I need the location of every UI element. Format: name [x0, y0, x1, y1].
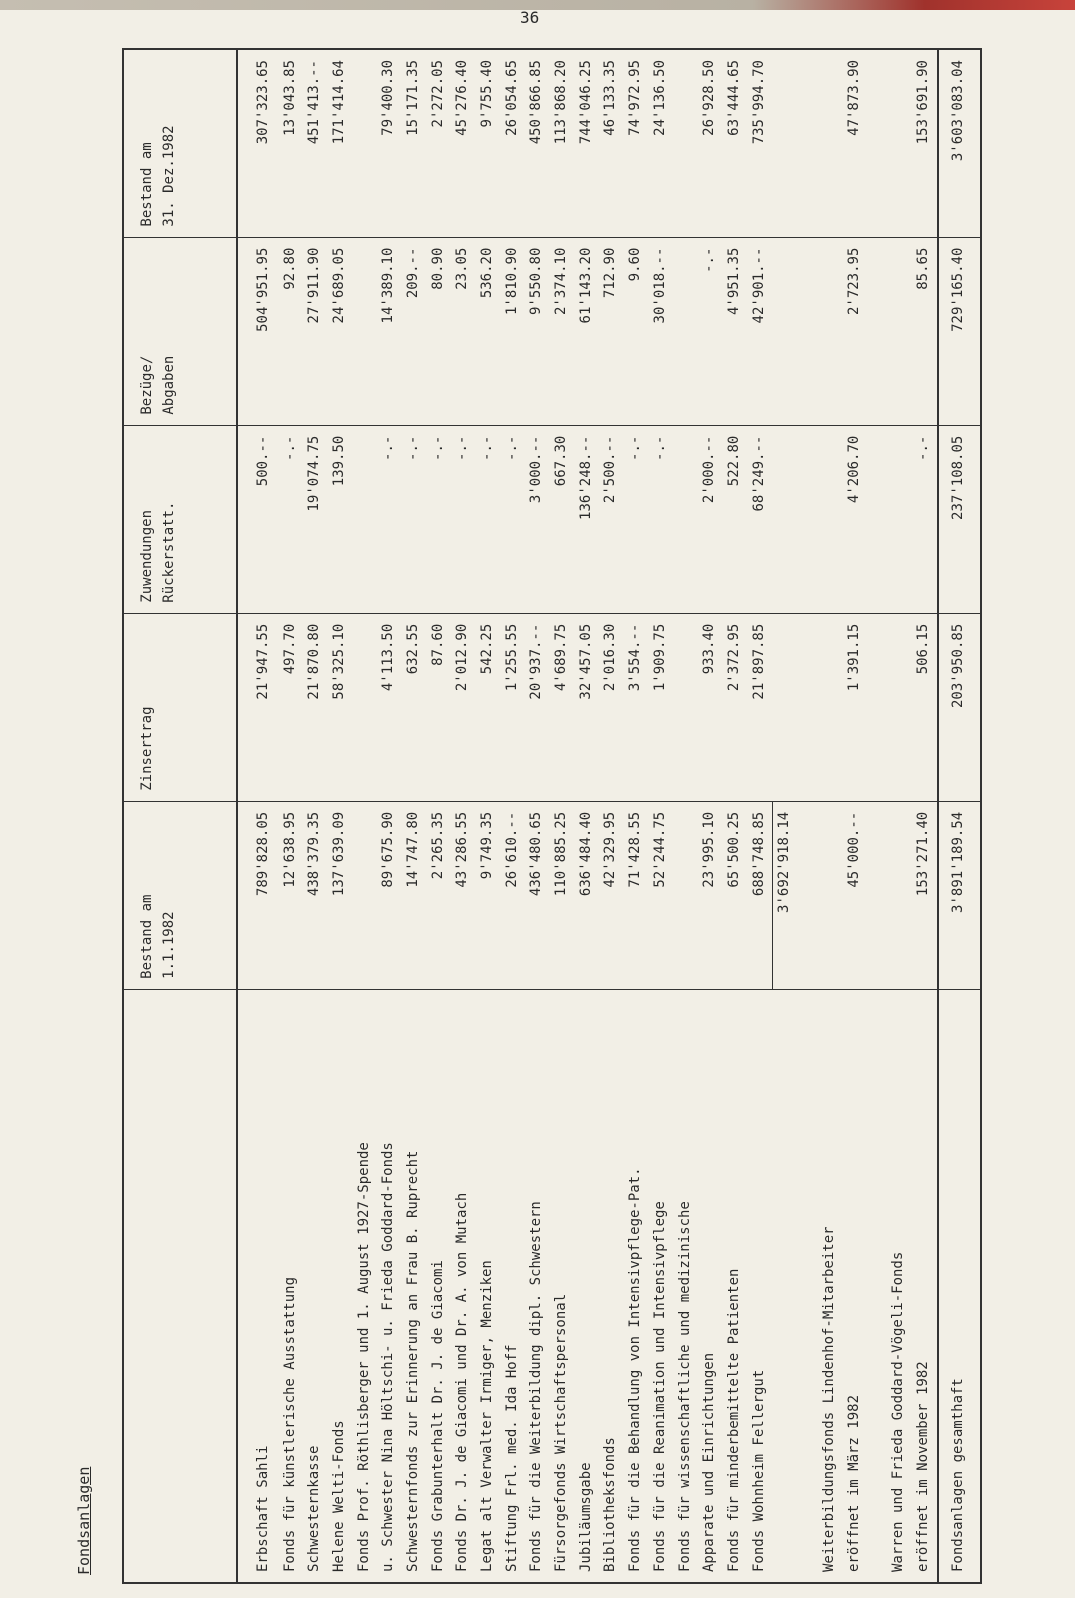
fund-name: Fonds Grabunterhalt Dr. J. de Giacomi	[427, 989, 452, 1583]
table-row	[427, 49, 452, 1583]
spacer-cell	[867, 801, 887, 989]
cell-bezuege	[353, 237, 378, 425]
cell-bestand-end: 46'133.35	[599, 49, 624, 237]
fund-name: eröffnet im März 1982	[843, 989, 868, 1583]
cell-bezuege: 4'951.35	[723, 237, 748, 425]
cell-zuwendungen: 19'074.75	[303, 425, 328, 613]
cell-bestand-end: 15'171.35	[402, 49, 427, 237]
table-row	[599, 49, 624, 1583]
cell-zinsertrag: 32'457.05	[575, 613, 600, 801]
cell-zuwendungen: 500.--	[237, 425, 279, 613]
cell-bestand-end: 79'400.30	[377, 49, 402, 237]
cell-bestand-end: 63'444.65	[723, 49, 748, 237]
cell-zuwendungen	[818, 425, 843, 613]
subtotal-empty	[773, 613, 798, 801]
cell-bestand-start: 110'885.25	[550, 801, 575, 989]
cell-bestand-start: 26'610.--	[501, 801, 526, 989]
spacer-cell	[867, 49, 887, 237]
cell-bestand-end: 450'866.85	[525, 49, 550, 237]
spacer-cell	[867, 237, 887, 425]
cell-zuwendungen	[674, 425, 699, 613]
cell-zinsertrag: 1'255.55	[501, 613, 526, 801]
cell-zuwendungen: 2'500.--	[599, 425, 624, 613]
cell-zinsertrag: 632.55	[402, 613, 427, 801]
table-row	[328, 49, 353, 1583]
cell-bestand-start: 688'748.85	[748, 801, 773, 989]
cell-bestand-end	[674, 49, 699, 237]
cell-zinsertrag	[353, 613, 378, 801]
cell-bestand-end	[887, 49, 912, 237]
cell-bestand-end: 26'054.65	[501, 49, 526, 237]
cell-bestand-end: 24'136.50	[649, 49, 674, 237]
cell-bezuege: 9.60	[624, 237, 649, 425]
cell-zuwendungen: -.-	[912, 425, 937, 613]
cell-bestand-start	[674, 801, 699, 989]
table-row	[525, 49, 550, 1583]
fund-name: Fonds für künstlerische Ausstattung	[279, 989, 304, 1583]
cell-bestand-start: 153'271.40	[912, 801, 937, 989]
cell-zinsertrag: 21'870.80	[303, 613, 328, 801]
cell-bezuege: 1'810.90	[501, 237, 526, 425]
cell-zuwendungen: 68'249.--	[748, 425, 773, 613]
cell-bestand-start: 43'286.55	[451, 801, 476, 989]
cell-bezuege: 80.90	[427, 237, 452, 425]
cell-bezuege: 536.20	[476, 237, 501, 425]
subtotal-empty	[773, 425, 798, 613]
cell-bestand-start: 89'675.90	[377, 801, 402, 989]
cell-bestand-end: 74'972.95	[624, 49, 649, 237]
cell-zinsertrag	[674, 613, 699, 801]
cell-bestand-start	[887, 801, 912, 989]
cell-zuwendungen: -.-	[624, 425, 649, 613]
spacer-cell	[798, 801, 818, 989]
table-row	[674, 49, 699, 1583]
table-row	[723, 49, 748, 1583]
cell-zuwendungen: 667.30	[550, 425, 575, 613]
cell-bestand-end: 171'414.64	[328, 49, 353, 237]
cell-bestand-end: 153'691.90	[912, 49, 937, 237]
table-row	[912, 49, 937, 1583]
table-row	[377, 49, 402, 1583]
fund-name: Fonds für die Behandlung von Intensivpflege-Pat.	[624, 989, 649, 1583]
table-row	[451, 49, 476, 1583]
table-row	[303, 49, 328, 1583]
cell-bezuege: 85.65	[912, 237, 937, 425]
cell-zinsertrag: 497.70	[279, 613, 304, 801]
page-number: 36	[520, 8, 540, 27]
cell-bezuege: 61'143.20	[575, 237, 600, 425]
spacer-cell	[867, 613, 887, 801]
fund-name: u. Schwester Nina Höltschi- u. Frieda Goddard-Fonds	[377, 989, 402, 1583]
cell-bezuege: 9'550.80	[525, 237, 550, 425]
cell-zinsertrag: 203'950.85	[938, 613, 981, 801]
cell-bestand-end: 307'323.65	[237, 49, 279, 237]
table-row	[624, 49, 649, 1583]
cell-zuwendungen	[353, 425, 378, 613]
fund-name: Schwesternkasse	[303, 989, 328, 1583]
cell-bezuege: 729'165.40	[938, 237, 981, 425]
cell-zinsertrag: 2'372.95	[723, 613, 748, 801]
cell-bestand-end: 9'755.40	[476, 49, 501, 237]
cell-bestand-end: 3'603'083.04	[938, 49, 981, 237]
cell-bezuege: -.-	[698, 237, 723, 425]
header-name	[123, 989, 237, 1583]
fund-name: Warren und Frieda Goddard-Vögeli-Fonds	[887, 989, 912, 1583]
table-row	[698, 49, 723, 1583]
spacer-cell	[798, 237, 818, 425]
cell-bestand-end: 113'868.20	[550, 49, 575, 237]
table-row	[476, 49, 501, 1583]
cell-bestand-start: 438'379.35	[303, 801, 328, 989]
cell-zuwendungen: -.-	[501, 425, 526, 613]
table-row	[575, 49, 600, 1583]
cell-zinsertrag: 58'325.10	[328, 613, 353, 801]
fund-name: Bibliotheksfonds	[599, 989, 624, 1583]
fund-name: Fürsorgefonds Wirtschaftspersonal	[550, 989, 575, 1583]
header-bezuege: Bezüge/ Abgaben	[123, 237, 237, 425]
fund-name: Fondsanlagen gesamthaft	[938, 989, 981, 1583]
table-row	[402, 49, 427, 1583]
cell-zuwendungen: 3'000.--	[525, 425, 550, 613]
cell-bestand-end: 744'046.25	[575, 49, 600, 237]
table-row	[501, 49, 526, 1583]
fund-name: Fonds Dr. J. de Giacomi und Dr. A. von Mutach	[451, 989, 476, 1583]
cell-bestand-start: 9'749.35	[476, 801, 501, 989]
fund-name: Legat alt Verwalter Irmiger, Menziken	[476, 989, 501, 1583]
fund-table-rotated	[122, 48, 982, 1584]
cell-zuwendungen: -.-	[476, 425, 501, 613]
cell-bezuege	[818, 237, 843, 425]
cell-zuwendungen: 237'108.05	[938, 425, 981, 613]
cell-bestand-end: 451'413.--	[303, 49, 328, 237]
fund-name: Fonds Prof. Röthlisberger und 1. August 1927-Spende	[353, 989, 378, 1583]
fund-name: Stiftung Frl. med. Ida Hoff	[501, 989, 526, 1583]
cell-bezuege	[887, 237, 912, 425]
cell-zuwendungen: -.-	[377, 425, 402, 613]
cell-bestand-start: 436'480.65	[525, 801, 550, 989]
cell-zinsertrag: 4'689.75	[550, 613, 575, 801]
table-row	[550, 49, 575, 1583]
spacer-row	[867, 49, 887, 1583]
fund-name: Schwesternfonds zur Erinnerung an Frau B. Ruprecht	[402, 989, 427, 1583]
cell-bestand-start: 45'000.--	[843, 801, 868, 989]
cell-bestand-start: 65'500.25	[723, 801, 748, 989]
cell-zinsertrag: 2'012.90	[451, 613, 476, 801]
cell-bestand-start: 14'747.80	[402, 801, 427, 989]
table-row	[818, 49, 843, 1583]
cell-bestand-start: 42'329.95	[599, 801, 624, 989]
header-bestand-start: Bestand am 1.1.1982	[123, 801, 237, 989]
cell-bestand-start: 71'428.55	[624, 801, 649, 989]
table-row	[353, 49, 378, 1583]
header-row	[123, 49, 237, 1583]
cell-zinsertrag: 87.60	[427, 613, 452, 801]
cell-zinsertrag: 4'113.50	[377, 613, 402, 801]
cell-bezuege: 504'951.95	[237, 237, 279, 425]
cell-zuwendungen: 136'248.--	[575, 425, 600, 613]
fund-name: Fonds für wissenschaftliche und medizinische	[674, 989, 699, 1583]
fund-name: Fonds für die Reanimation und Intensivpflege	[649, 989, 674, 1583]
cell-zinsertrag: 2'016.30	[599, 613, 624, 801]
cell-bezuege: 24'689.05	[328, 237, 353, 425]
cell-bezuege: 27'911.90	[303, 237, 328, 425]
cell-zuwendungen: -.-	[402, 425, 427, 613]
cell-zinsertrag: 3'554.--	[624, 613, 649, 801]
cell-bezuege: 42'901.--	[748, 237, 773, 425]
table-row	[649, 49, 674, 1583]
cell-bezuege: 14'389.10	[377, 237, 402, 425]
header-zuwendungen: Zuwendungen Rückerstatt.	[123, 425, 237, 613]
header-zinsertrag: Zinsertrag	[123, 613, 237, 801]
spacer-cell	[867, 425, 887, 613]
cell-bestand-start: 12'638.95	[279, 801, 304, 989]
spacer-cell	[798, 49, 818, 237]
cell-bestand-end	[353, 49, 378, 237]
header-bestand-end: Bestand am 31. Dez.1982	[123, 49, 237, 237]
table-row	[748, 49, 773, 1583]
cell-bestand-end: 26'928.50	[698, 49, 723, 237]
spacer-cell	[798, 989, 818, 1583]
cell-zinsertrag: 1'391.15	[843, 613, 868, 801]
table-row	[237, 49, 279, 1583]
cell-bestand-end	[818, 49, 843, 237]
cell-zinsertrag: 506.15	[912, 613, 937, 801]
cell-zinsertrag: 20'937.--	[525, 613, 550, 801]
table-row	[887, 49, 912, 1583]
table-row	[843, 49, 868, 1583]
cell-bezuege: 30'018.--	[649, 237, 674, 425]
subtotal-bestand-start: 3'692'918.14	[773, 801, 798, 989]
subtotal-empty	[773, 237, 798, 425]
fund-name: Apparate und Einrichtungen	[698, 989, 723, 1583]
fund-name: Weiterbildungsfonds Lindenhof-Mitarbeiter	[818, 989, 843, 1583]
cell-zuwendungen: -.-	[649, 425, 674, 613]
cell-bezuege: 712.90	[599, 237, 624, 425]
cell-zinsertrag	[818, 613, 843, 801]
cell-bezuege: 92.80	[279, 237, 304, 425]
cell-zuwendungen: 522.80	[723, 425, 748, 613]
cell-zinsertrag: 933.40	[698, 613, 723, 801]
fund-table	[122, 48, 982, 1584]
cell-bestand-start: 23'995.10	[698, 801, 723, 989]
fund-name: Helene Welti-Fonds	[328, 989, 353, 1583]
cell-zuwendungen: 2'000.--	[698, 425, 723, 613]
cell-zuwendungen: 4'206.70	[843, 425, 868, 613]
cell-bestand-end: 2'272.05	[427, 49, 452, 237]
cell-bezuege: 2'374.10	[550, 237, 575, 425]
cell-bestand-end: 735'994.70	[748, 49, 773, 237]
subtotal-row	[773, 49, 798, 1583]
cell-bestand-start: 3'891'189.54	[938, 801, 981, 989]
subtotal-empty	[773, 49, 798, 237]
cell-bestand-start	[353, 801, 378, 989]
cell-zuwendungen	[887, 425, 912, 613]
spacer-row	[798, 49, 818, 1583]
cell-bestand-end: 13'043.85	[279, 49, 304, 237]
fund-name: Erbschaft Sahli	[237, 989, 279, 1583]
table-row	[279, 49, 304, 1583]
spacer-cell	[798, 613, 818, 801]
cell-zuwendungen: -.-	[279, 425, 304, 613]
cell-bezuege: 23.05	[451, 237, 476, 425]
fund-name: Fonds für die Weiterbildung dipl. Schwestern	[525, 989, 550, 1583]
cell-bestand-start: 137'639.09	[328, 801, 353, 989]
cell-bestand-end: 47'873.90	[843, 49, 868, 237]
subtotal-label	[773, 989, 798, 1583]
spacer-cell	[798, 425, 818, 613]
cell-bezuege: 2'723.95	[843, 237, 868, 425]
fund-name: Jubiläumsgabe	[575, 989, 600, 1583]
spacer-cell	[867, 989, 887, 1583]
cell-bestand-start: 2'265.35	[427, 801, 452, 989]
document-title: Fondsanlagen	[75, 1466, 93, 1575]
cell-zuwendungen: -.-	[451, 425, 476, 613]
cell-zinsertrag: 21'947.55	[237, 613, 279, 801]
fund-name: eröffnet im November 1982	[912, 989, 937, 1583]
cell-bestand-end: 45'276.40	[451, 49, 476, 237]
cell-zinsertrag: 1'909.75	[649, 613, 674, 801]
fund-name: Fonds Wohnheim Fellergut	[748, 989, 773, 1583]
cell-bestand-start: 789'828.05	[237, 801, 279, 989]
cell-bestand-start: 52'244.75	[649, 801, 674, 989]
cell-bestand-start	[818, 801, 843, 989]
cell-bezuege: 209.--	[402, 237, 427, 425]
cell-zinsertrag	[887, 613, 912, 801]
cell-zinsertrag: 21'897.85	[748, 613, 773, 801]
cell-zuwendungen: -.-	[427, 425, 452, 613]
cell-zuwendungen: 139.50	[328, 425, 353, 613]
cell-bezuege	[674, 237, 699, 425]
cell-bestand-start: 636'484.40	[575, 801, 600, 989]
total-row	[938, 49, 981, 1583]
fund-name: Fonds für minderbemittelte Patienten	[723, 989, 748, 1583]
cell-zinsertrag: 542.25	[476, 613, 501, 801]
